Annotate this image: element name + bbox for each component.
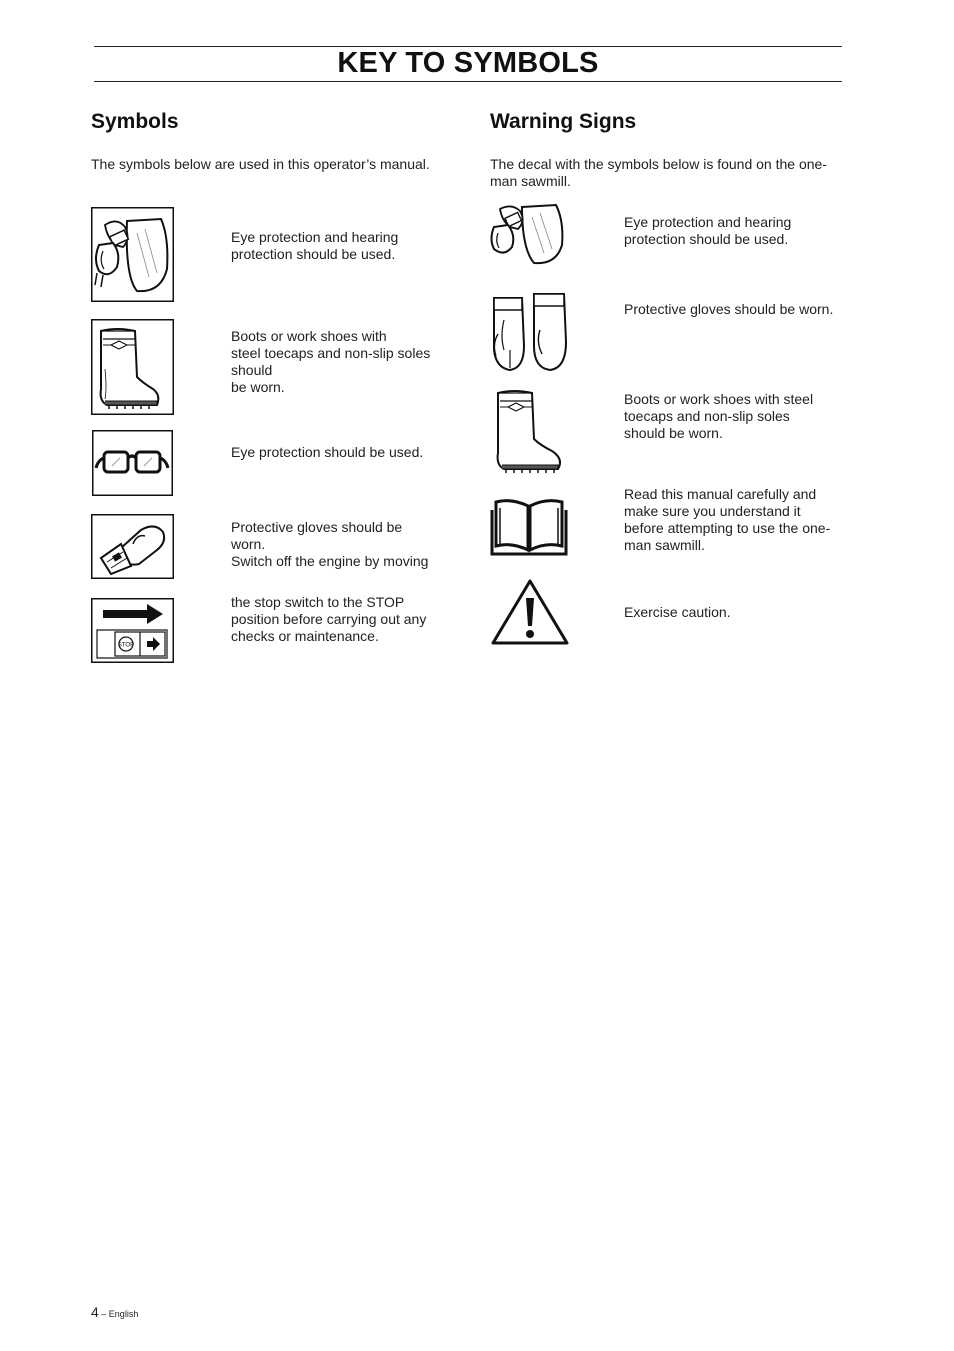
page-footer (91, 1304, 138, 1320)
symbol-desc-face-ear: Eye protection and hearing protection should be used. (231, 229, 399, 262)
warning-triangle-icon (490, 578, 570, 646)
page-title: KEY TO SYMBOLS (337, 47, 599, 79)
stop-label: STOP (117, 642, 135, 649)
glove-icon (91, 514, 174, 579)
warning-desc-caution: Exercise caution. (624, 604, 731, 620)
symbols-intro: The symbols below are used in this operator’s manual. (91, 156, 430, 172)
face-ear-protection-icon (91, 207, 174, 302)
warning-desc-face-ear: Eye protection and hearing protection should be used. (624, 214, 792, 247)
warning-heading: Warning Signs (490, 110, 637, 133)
page-number: 4 (91, 1304, 99, 1320)
boot-icon (490, 389, 574, 475)
symbol-desc-glove: Protective gloves should be worn. Switch off the engine by moving (231, 519, 429, 569)
stop-switch-icon (91, 598, 174, 663)
symbol-desc-glasses: Eye protection should be used. (231, 444, 424, 460)
book-icon (490, 496, 568, 558)
warning-intro: The decal with the symbols below is found on the one- man sawmill. (490, 156, 827, 189)
page-header (94, 46, 842, 82)
warning-desc-gloves: Protective gloves should be worn. (624, 301, 834, 317)
gloves-icon (490, 290, 570, 372)
symbol-desc-boot: Boots or work shoes with steel toecaps and non-slip soles should be worn. (231, 328, 431, 395)
symbols-heading: Symbols (91, 110, 179, 133)
symbol-desc-stop-switch: the stop switch to the STOP position before carrying out any checks or maintenance. (231, 594, 427, 644)
warning-desc-boot: Boots or work shoes with steel toecaps and non-slip soles should be worn. (624, 391, 814, 441)
boot-icon (91, 319, 174, 415)
footer-language: – English (98, 1309, 139, 1319)
warning-desc-book: Read this manual carefully and make sure you understand it before attempting to use the one- man sawmill. (624, 486, 831, 553)
face-ear-protection-icon (490, 201, 570, 269)
glasses-icon (92, 430, 173, 496)
